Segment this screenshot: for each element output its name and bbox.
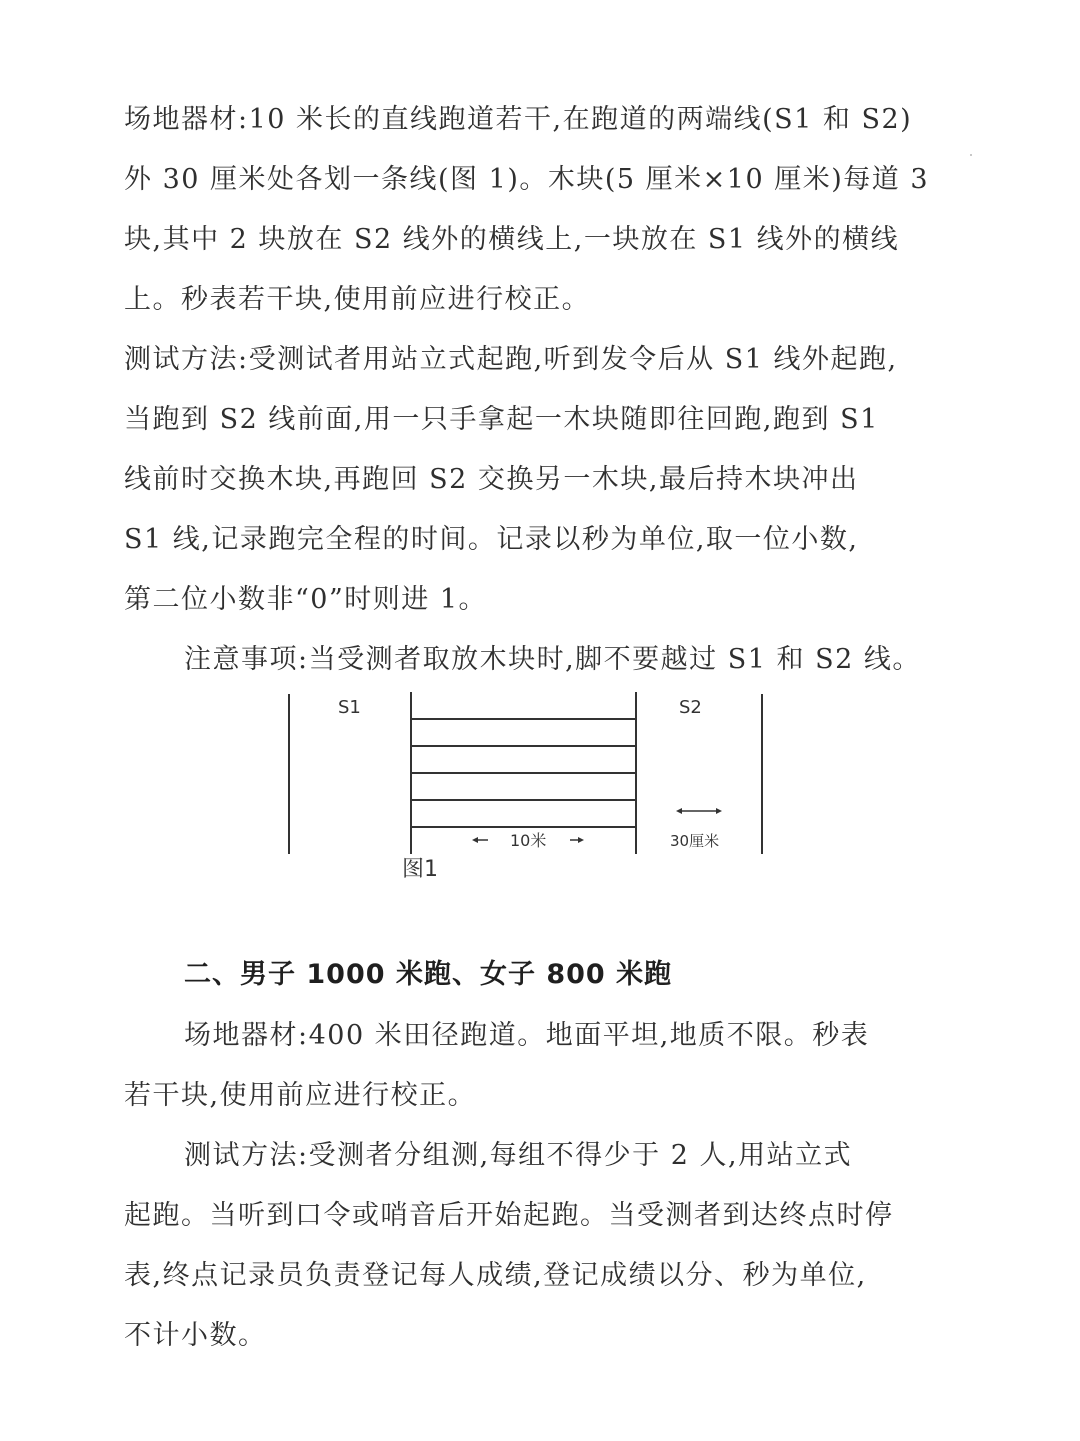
track-length-label: 10米: [510, 831, 547, 850]
section2-method-line-1: 测试方法:受测者分组测,每组不得少于 2 人,用站立式: [184, 1140, 853, 1171]
length-arrow-right-head: [578, 837, 584, 843]
figure-caption: 图1: [402, 857, 438, 882]
section-heading: 二、男子 1000 米跑、女子 800 米跑: [184, 959, 673, 990]
section2-equipment-line-2: 若干块,使用前应进行校正。: [124, 1080, 477, 1111]
notes-line: 注意事项:当受测者取放木块时,脚不要越过 S1 和 S2 线。: [184, 644, 921, 675]
equipment-line-3: 块,其中 2 块放在 S2 线外的横线上,一块放在 S1 线外的横线: [124, 224, 900, 255]
offset-arrow-right-head: [716, 808, 722, 814]
s2-label: S2: [679, 697, 702, 718]
method-line-5: 第二位小数非“0”时则进 1。: [124, 584, 488, 615]
track-diagram: [270, 688, 790, 898]
offset-arrow-left-head: [676, 808, 682, 814]
method-line-1: 测试方法:受测试者用站立式起跑,听到发令后从 S1 线外起跑,: [124, 344, 898, 375]
method-line-4: S1 线,记录跑完全程的时间。记录以秒为单位,取一位小数,: [124, 524, 859, 555]
track-diagram-svg: [270, 688, 790, 858]
section2-method-line-4: 不计小数。: [124, 1320, 267, 1351]
scan-speck: [970, 154, 972, 156]
section2-equipment-line-1: 场地器材:400 米田径跑道。地面平坦,地质不限。秒表: [184, 1020, 870, 1051]
method-line-3: 线前时交换木块,再跑回 S2 交换另一木块,最后持木块冲出: [124, 464, 859, 495]
equipment-line-2: 外 30 厘米处各划一条线(图 1)。木块(5 厘米×10 厘米)每道 3: [124, 164, 929, 195]
section2-method-line-2: 起跑。当听到口令或哨音后开始起跑。当受测者到达终点时停: [124, 1200, 894, 1231]
equipment-line-1: 场地器材:10 米长的直线跑道若干,在跑道的两端线(S1 和 S2): [124, 104, 913, 135]
method-line-2: 当跑到 S2 线前面,用一只手拿起一木块随即往回跑,跑到 S1: [124, 404, 879, 435]
s1-label: S1: [338, 697, 361, 718]
offset-label: 30厘米: [670, 832, 720, 850]
length-arrow-left-head: [472, 837, 478, 843]
equipment-line-4: 上。秒表若干块,使用前应进行校正。: [124, 284, 591, 315]
section2-method-line-3: 表,终点记录员负责登记每人成绩,登记成绩以分、秒为单位,: [124, 1260, 867, 1291]
